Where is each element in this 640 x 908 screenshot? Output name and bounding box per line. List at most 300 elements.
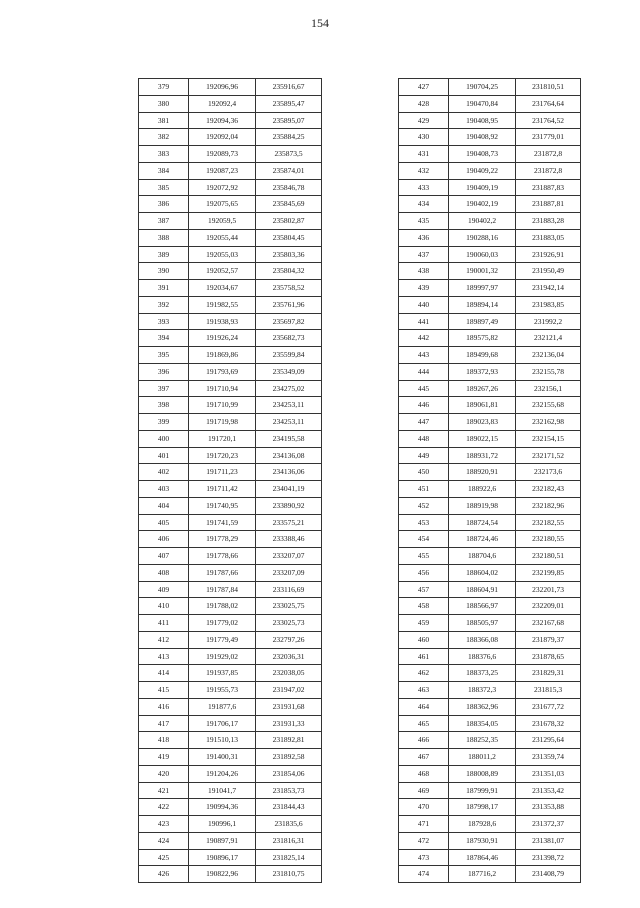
- point-number-cell: 456: [399, 564, 449, 581]
- y-coordinate-cell: 231854,06: [256, 765, 322, 782]
- y-coordinate-cell: 235758,52: [256, 280, 322, 297]
- point-number-cell: 458: [399, 598, 449, 615]
- table-row: [139, 799, 322, 816]
- table-row: [139, 816, 322, 833]
- x-coordinate-cell: 188931,72: [449, 447, 516, 464]
- point-number-cell: 465: [399, 715, 449, 732]
- x-coordinate-cell: 188362,96: [449, 698, 516, 715]
- x-coordinate-cell: 190001,32: [449, 263, 516, 280]
- x-coordinate-cell: 190408,92: [449, 129, 516, 146]
- point-number-cell: 454: [399, 531, 449, 548]
- y-coordinate-cell: 232171,52: [516, 447, 581, 464]
- x-coordinate-cell: 191788,02: [189, 598, 256, 615]
- x-coordinate-cell: 191937,85: [189, 665, 256, 682]
- y-coordinate-cell: 235804,45: [256, 229, 322, 246]
- x-coordinate-cell: 192092,04: [189, 129, 256, 146]
- point-number-cell: 464: [399, 698, 449, 715]
- x-coordinate-cell: 191400,31: [189, 749, 256, 766]
- x-coordinate-cell: 188724,54: [449, 514, 516, 531]
- point-number-cell: 394: [139, 330, 189, 347]
- y-coordinate-cell: 235802,87: [256, 213, 322, 230]
- table-row: [399, 162, 581, 179]
- table-row: [399, 631, 581, 648]
- y-coordinate-cell: 231931,33: [256, 715, 322, 732]
- point-number-cell: 430: [399, 129, 449, 146]
- table-row: [399, 665, 581, 682]
- point-number-cell: 431: [399, 146, 449, 163]
- table-row: [399, 564, 581, 581]
- x-coordinate-cell: 190409,19: [449, 179, 516, 196]
- point-number-cell: 421: [139, 782, 189, 799]
- point-number-cell: 384: [139, 162, 189, 179]
- table-row: [139, 698, 322, 715]
- y-coordinate-cell: 231926,91: [516, 246, 581, 263]
- table-row: [399, 447, 581, 464]
- point-number-cell: 448: [399, 430, 449, 447]
- x-coordinate-cell: 192092,4: [189, 95, 256, 112]
- x-coordinate-cell: 189894,14: [449, 296, 516, 313]
- table-row: [139, 481, 322, 498]
- point-number-cell: 468: [399, 765, 449, 782]
- y-coordinate-cell: 231879,37: [516, 631, 581, 648]
- y-coordinate-cell: 234195,58: [256, 430, 322, 447]
- point-number-cell: 460: [399, 631, 449, 648]
- y-coordinate-cell: 231947,02: [256, 682, 322, 699]
- x-coordinate-cell: 189372,93: [449, 363, 516, 380]
- y-coordinate-cell: 232036,31: [256, 648, 322, 665]
- table-row: [399, 598, 581, 615]
- coordinates-table-right: [398, 78, 581, 883]
- x-coordinate-cell: 188376,6: [449, 648, 516, 665]
- table-row: [399, 363, 581, 380]
- point-number-cell: 436: [399, 229, 449, 246]
- point-number-cell: 410: [139, 598, 189, 615]
- x-coordinate-cell: 189499,68: [449, 347, 516, 364]
- point-number-cell: 445: [399, 380, 449, 397]
- y-coordinate-cell: 235845,69: [256, 196, 322, 213]
- y-coordinate-cell: 233575,21: [256, 514, 322, 531]
- table-row: [399, 380, 581, 397]
- y-coordinate-cell: 235682,73: [256, 330, 322, 347]
- table-row: [139, 430, 322, 447]
- point-number-cell: 390: [139, 263, 189, 280]
- y-coordinate-cell: 231353,88: [516, 799, 581, 816]
- x-coordinate-cell: 190994,36: [189, 799, 256, 816]
- point-number-cell: 385: [139, 179, 189, 196]
- y-coordinate-cell: 231942,14: [516, 280, 581, 297]
- point-number-cell: 398: [139, 397, 189, 414]
- y-coordinate-cell: 235846,78: [256, 179, 322, 196]
- x-coordinate-cell: 191778,66: [189, 548, 256, 565]
- table-row: [399, 548, 581, 565]
- table-row: [399, 497, 581, 514]
- x-coordinate-cell: 192052,57: [189, 263, 256, 280]
- x-coordinate-cell: 189897,49: [449, 313, 516, 330]
- y-coordinate-cell: 231381,07: [516, 832, 581, 849]
- y-coordinate-cell: 234275,02: [256, 380, 322, 397]
- point-number-cell: 395: [139, 347, 189, 364]
- y-coordinate-cell: 232182,55: [516, 514, 581, 531]
- x-coordinate-cell: 192094,36: [189, 112, 256, 129]
- y-coordinate-cell: 235874,01: [256, 162, 322, 179]
- y-coordinate-cell: 231950,49: [516, 263, 581, 280]
- table-row: [139, 95, 322, 112]
- x-coordinate-cell: 188372,3: [449, 682, 516, 699]
- x-coordinate-cell: 190822,96: [189, 866, 256, 883]
- y-coordinate-cell: 231992,2: [516, 313, 581, 330]
- point-number-cell: 401: [139, 447, 189, 464]
- y-coordinate-cell: 231295,64: [516, 732, 581, 749]
- y-coordinate-cell: 234253,11: [256, 414, 322, 431]
- point-number-cell: 403: [139, 481, 189, 498]
- x-coordinate-cell: 190060,03: [449, 246, 516, 263]
- table-row: [139, 665, 322, 682]
- x-coordinate-cell: 191740,95: [189, 497, 256, 514]
- x-coordinate-cell: 191720,1: [189, 430, 256, 447]
- x-coordinate-cell: 191711,42: [189, 481, 256, 498]
- table-row: [139, 447, 322, 464]
- table-row: [139, 497, 322, 514]
- point-number-cell: 405: [139, 514, 189, 531]
- y-coordinate-cell: 231779,01: [516, 129, 581, 146]
- x-coordinate-cell: 191877,6: [189, 698, 256, 715]
- x-coordinate-cell: 192089,73: [189, 146, 256, 163]
- x-coordinate-cell: 188604,91: [449, 581, 516, 598]
- y-coordinate-cell: 231931,68: [256, 698, 322, 715]
- point-number-cell: 380: [139, 95, 189, 112]
- x-coordinate-cell: 192075,65: [189, 196, 256, 213]
- y-coordinate-cell: 232182,43: [516, 481, 581, 498]
- table-row: [399, 799, 581, 816]
- table-row: [399, 330, 581, 347]
- y-coordinate-cell: 234041,19: [256, 481, 322, 498]
- point-number-cell: 433: [399, 179, 449, 196]
- point-number-cell: 441: [399, 313, 449, 330]
- y-coordinate-cell: 231872,8: [516, 146, 581, 163]
- point-number-cell: 471: [399, 816, 449, 833]
- x-coordinate-cell: 189022,15: [449, 430, 516, 447]
- x-coordinate-cell: 190896,17: [189, 849, 256, 866]
- point-number-cell: 463: [399, 682, 449, 699]
- x-coordinate-cell: 190402,2: [449, 213, 516, 230]
- table-row: [139, 715, 322, 732]
- point-number-cell: 393: [139, 313, 189, 330]
- y-coordinate-cell: 235916,67: [256, 79, 322, 96]
- table-row: [399, 765, 581, 782]
- table-row: [139, 213, 322, 230]
- x-coordinate-cell: 188008,89: [449, 765, 516, 782]
- point-number-cell: 413: [139, 648, 189, 665]
- y-coordinate-cell: 231359,74: [516, 749, 581, 766]
- y-coordinate-cell: 232038,05: [256, 665, 322, 682]
- x-coordinate-cell: 189023,83: [449, 414, 516, 431]
- x-coordinate-cell: 191926,24: [189, 330, 256, 347]
- table-row: [139, 648, 322, 665]
- table-row: [139, 765, 322, 782]
- y-coordinate-cell: 231878,65: [516, 648, 581, 665]
- table-row: [139, 179, 322, 196]
- table-row: [139, 782, 322, 799]
- x-coordinate-cell: 187930,91: [449, 832, 516, 849]
- y-coordinate-cell: 235895,07: [256, 112, 322, 129]
- point-number-cell: 424: [139, 832, 189, 849]
- x-coordinate-cell: 187999,91: [449, 782, 516, 799]
- y-coordinate-cell: 231829,31: [516, 665, 581, 682]
- table-row: [139, 732, 322, 749]
- point-number-cell: 461: [399, 648, 449, 665]
- table-row: [139, 414, 322, 431]
- x-coordinate-cell: 192034,67: [189, 280, 256, 297]
- point-number-cell: 435: [399, 213, 449, 230]
- x-coordinate-cell: 190408,73: [449, 146, 516, 163]
- point-number-cell: 415: [139, 682, 189, 699]
- point-number-cell: 418: [139, 732, 189, 749]
- table-row: [399, 246, 581, 263]
- table-row: [139, 347, 322, 364]
- y-coordinate-cell: 235599,84: [256, 347, 322, 364]
- y-coordinate-cell: 233116,69: [256, 581, 322, 598]
- x-coordinate-cell: 192059,5: [189, 213, 256, 230]
- y-coordinate-cell: 231677,72: [516, 698, 581, 715]
- y-coordinate-cell: 233207,07: [256, 548, 322, 565]
- x-coordinate-cell: 188604,02: [449, 564, 516, 581]
- y-coordinate-cell: 231816,31: [256, 832, 322, 849]
- point-number-cell: 432: [399, 162, 449, 179]
- table-row: [399, 682, 581, 699]
- point-number-cell: 417: [139, 715, 189, 732]
- point-number-cell: 452: [399, 497, 449, 514]
- table-row: [139, 581, 322, 598]
- table-row: [139, 146, 322, 163]
- table-row: [139, 280, 322, 297]
- y-coordinate-cell: 231983,85: [516, 296, 581, 313]
- y-coordinate-cell: 235349,09: [256, 363, 322, 380]
- x-coordinate-cell: 191955,73: [189, 682, 256, 699]
- point-number-cell: 426: [139, 866, 189, 883]
- table-row: [139, 112, 322, 129]
- point-number-cell: 455: [399, 548, 449, 565]
- x-coordinate-cell: 191706,17: [189, 715, 256, 732]
- x-coordinate-cell: 190470,84: [449, 95, 516, 112]
- table-row: [139, 263, 322, 280]
- x-coordinate-cell: 191510,13: [189, 732, 256, 749]
- table-row: [399, 95, 581, 112]
- table-row: [399, 715, 581, 732]
- point-number-cell: 443: [399, 347, 449, 364]
- page-number: 154: [311, 16, 329, 30]
- y-coordinate-cell: 234253,11: [256, 397, 322, 414]
- table-row: [399, 213, 581, 230]
- x-coordinate-cell: 187928,6: [449, 816, 516, 833]
- table-row: [399, 514, 581, 531]
- table-row: [399, 430, 581, 447]
- table-row: [139, 162, 322, 179]
- table-row: [139, 397, 322, 414]
- table-row: [139, 615, 322, 632]
- y-coordinate-cell: 231883,28: [516, 213, 581, 230]
- point-number-cell: 409: [139, 581, 189, 598]
- table-row: [399, 648, 581, 665]
- point-number-cell: 442: [399, 330, 449, 347]
- table-row: [399, 280, 581, 297]
- x-coordinate-cell: 187864,46: [449, 849, 516, 866]
- table-row: [139, 246, 322, 263]
- point-number-cell: 474: [399, 866, 449, 883]
- y-coordinate-cell: 231372,37: [516, 816, 581, 833]
- table-row: [399, 782, 581, 799]
- x-coordinate-cell: 190897,91: [189, 832, 256, 849]
- x-coordinate-cell: 192055,03: [189, 246, 256, 263]
- x-coordinate-cell: 191779,49: [189, 631, 256, 648]
- y-coordinate-cell: 233207,09: [256, 564, 322, 581]
- x-coordinate-cell: 192087,23: [189, 162, 256, 179]
- y-coordinate-cell: 232156,1: [516, 380, 581, 397]
- y-coordinate-cell: 231678,32: [516, 715, 581, 732]
- point-number-cell: 470: [399, 799, 449, 816]
- y-coordinate-cell: 232162,98: [516, 414, 581, 431]
- point-number-cell: 414: [139, 665, 189, 682]
- table-row: [139, 296, 322, 313]
- y-coordinate-cell: 231815,3: [516, 682, 581, 699]
- coordinates-table-left: [138, 78, 322, 883]
- point-number-cell: 427: [399, 79, 449, 96]
- point-number-cell: 397: [139, 380, 189, 397]
- table-row: [399, 531, 581, 548]
- x-coordinate-cell: 190288,16: [449, 229, 516, 246]
- x-coordinate-cell: 188566,97: [449, 598, 516, 615]
- table-row: [139, 849, 322, 866]
- y-coordinate-cell: 233025,75: [256, 598, 322, 615]
- y-coordinate-cell: 235804,32: [256, 263, 322, 280]
- y-coordinate-cell: 231408,79: [516, 866, 581, 883]
- point-number-cell: 457: [399, 581, 449, 598]
- table-row: [139, 464, 322, 481]
- point-number-cell: 406: [139, 531, 189, 548]
- y-coordinate-cell: 231835,6: [256, 816, 322, 833]
- y-coordinate-cell: 232155,78: [516, 363, 581, 380]
- point-number-cell: 439: [399, 280, 449, 297]
- point-number-cell: 411: [139, 615, 189, 632]
- y-coordinate-cell: 231872,8: [516, 162, 581, 179]
- y-coordinate-cell: 231825,14: [256, 849, 322, 866]
- y-coordinate-cell: 235803,36: [256, 246, 322, 263]
- y-coordinate-cell: 234136,06: [256, 464, 322, 481]
- y-coordinate-cell: 232199,85: [516, 564, 581, 581]
- point-number-cell: 440: [399, 296, 449, 313]
- y-coordinate-cell: 231398,72: [516, 849, 581, 866]
- y-coordinate-cell: 232797,26: [256, 631, 322, 648]
- x-coordinate-cell: 191711,23: [189, 464, 256, 481]
- point-number-cell: 450: [399, 464, 449, 481]
- point-number-cell: 382: [139, 129, 189, 146]
- point-number-cell: 449: [399, 447, 449, 464]
- x-coordinate-cell: 188366,08: [449, 631, 516, 648]
- x-coordinate-cell: 192072,92: [189, 179, 256, 196]
- table-row: [399, 229, 581, 246]
- x-coordinate-cell: 189575,82: [449, 330, 516, 347]
- x-coordinate-cell: 187716,2: [449, 866, 516, 883]
- table-row: [139, 196, 322, 213]
- x-coordinate-cell: 188922,6: [449, 481, 516, 498]
- x-coordinate-cell: 191787,66: [189, 564, 256, 581]
- y-coordinate-cell: 232154,15: [516, 430, 581, 447]
- table-row: [399, 414, 581, 431]
- point-number-cell: 434: [399, 196, 449, 213]
- point-number-cell: 379: [139, 79, 189, 96]
- x-coordinate-cell: 191787,84: [189, 581, 256, 598]
- table-row: [399, 179, 581, 196]
- table-row: [399, 263, 581, 280]
- y-coordinate-cell: 235697,82: [256, 313, 322, 330]
- point-number-cell: 425: [139, 849, 189, 866]
- table-row: [139, 598, 322, 615]
- y-coordinate-cell: 232180,55: [516, 531, 581, 548]
- x-coordinate-cell: 188724,46: [449, 531, 516, 548]
- x-coordinate-cell: 191720,23: [189, 447, 256, 464]
- y-coordinate-cell: 232136,04: [516, 347, 581, 364]
- x-coordinate-cell: 191929,02: [189, 648, 256, 665]
- point-number-cell: 407: [139, 548, 189, 565]
- x-coordinate-cell: 191710,94: [189, 380, 256, 397]
- table-row: [139, 380, 322, 397]
- table-row: [399, 146, 581, 163]
- y-coordinate-cell: 231883,05: [516, 229, 581, 246]
- x-coordinate-cell: 191982,55: [189, 296, 256, 313]
- table-row: [399, 347, 581, 364]
- point-number-cell: 412: [139, 631, 189, 648]
- table-row: [399, 581, 581, 598]
- table-row: [399, 832, 581, 849]
- y-coordinate-cell: 231810,51: [516, 79, 581, 96]
- point-number-cell: 453: [399, 514, 449, 531]
- point-number-cell: 400: [139, 430, 189, 447]
- y-coordinate-cell: 231892,58: [256, 749, 322, 766]
- y-coordinate-cell: 233025,73: [256, 615, 322, 632]
- y-coordinate-cell: 231853,73: [256, 782, 322, 799]
- table-row: [139, 531, 322, 548]
- point-number-cell: 473: [399, 849, 449, 866]
- table-row: [139, 313, 322, 330]
- point-number-cell: 408: [139, 564, 189, 581]
- x-coordinate-cell: 188252,35: [449, 732, 516, 749]
- point-number-cell: 451: [399, 481, 449, 498]
- point-number-cell: 383: [139, 146, 189, 163]
- point-number-cell: 419: [139, 749, 189, 766]
- y-coordinate-cell: 231764,64: [516, 95, 581, 112]
- point-number-cell: 389: [139, 246, 189, 263]
- x-coordinate-cell: 191779,02: [189, 615, 256, 632]
- point-number-cell: 416: [139, 698, 189, 715]
- point-number-cell: 404: [139, 497, 189, 514]
- point-number-cell: 387: [139, 213, 189, 230]
- table-row: [399, 816, 581, 833]
- table-row: [139, 832, 322, 849]
- point-number-cell: 446: [399, 397, 449, 414]
- y-coordinate-cell: 233388,46: [256, 531, 322, 548]
- x-coordinate-cell: 188373,25: [449, 665, 516, 682]
- table-row: [139, 631, 322, 648]
- y-coordinate-cell: 232121,4: [516, 330, 581, 347]
- table-row: [399, 112, 581, 129]
- table-row: [139, 514, 322, 531]
- point-number-cell: 391: [139, 280, 189, 297]
- table-row: [139, 363, 322, 380]
- x-coordinate-cell: 192055,44: [189, 229, 256, 246]
- table-row: [399, 732, 581, 749]
- y-coordinate-cell: 231887,81: [516, 196, 581, 213]
- point-number-cell: 462: [399, 665, 449, 682]
- y-coordinate-cell: 235895,47: [256, 95, 322, 112]
